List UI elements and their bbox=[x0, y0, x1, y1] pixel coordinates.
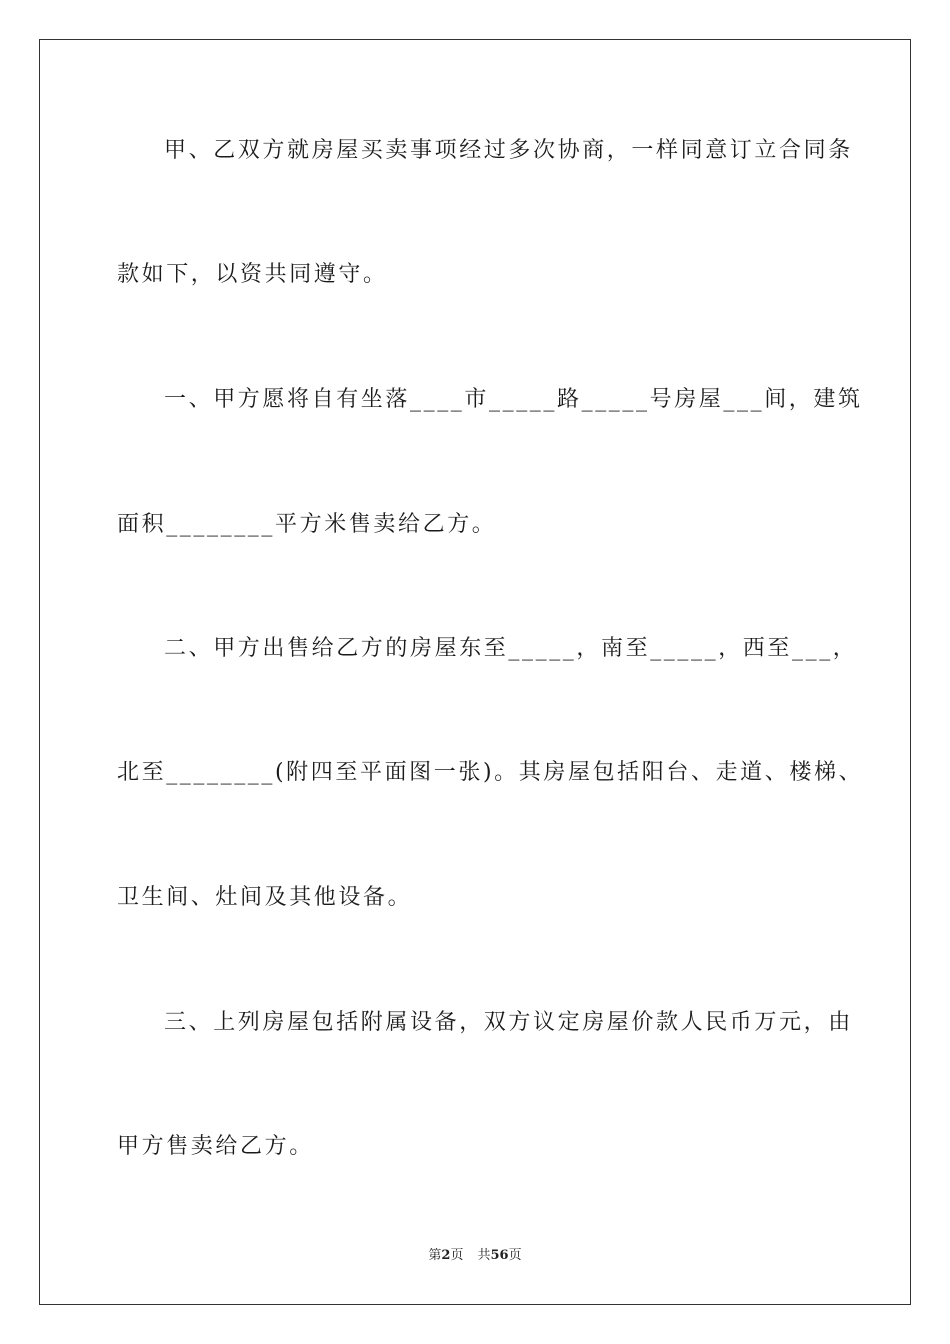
paragraph-1-line-2: 款如下，以资共同遵守。 bbox=[117, 262, 388, 287]
clause-1-line-1: 一、甲方愿将自有坐落____市_____路_____号房屋___间，建筑 bbox=[164, 387, 863, 412]
clause-2-line-3: 卫生间、灶间及其他设备。 bbox=[117, 885, 413, 910]
paragraph-1-line-1: 甲、乙双方就房屋买卖事项经过多次协商，一样同意订立合同条 bbox=[164, 138, 853, 163]
page-border bbox=[39, 39, 911, 1305]
total-pages: 56 bbox=[490, 1248, 509, 1263]
page-suffix: 页 bbox=[450, 1248, 464, 1263]
page-prefix: 第 bbox=[428, 1248, 442, 1263]
clause-3-line-1: 三、上列房屋包括附属设备，双方议定房屋价款人民币万元，由 bbox=[164, 1010, 853, 1035]
page-footer bbox=[0, 1248, 950, 1264]
clause-3-line-2: 甲方售卖给乙方。 bbox=[117, 1134, 314, 1159]
clause-2-line-1: 二、甲方出售给乙方的房屋东至_____，南至_____，西至___， bbox=[164, 636, 858, 661]
total-prefix: 共 bbox=[477, 1248, 491, 1263]
clause-1-line-2: 面积________平方米售卖给乙方。 bbox=[117, 512, 497, 537]
clause-2-line-2: 北至________(附四至平面图一张)。其房屋包括阳台、走道、楼梯、 bbox=[117, 760, 864, 785]
page-number: 2 bbox=[441, 1248, 451, 1263]
total-suffix: 页 bbox=[508, 1248, 522, 1263]
